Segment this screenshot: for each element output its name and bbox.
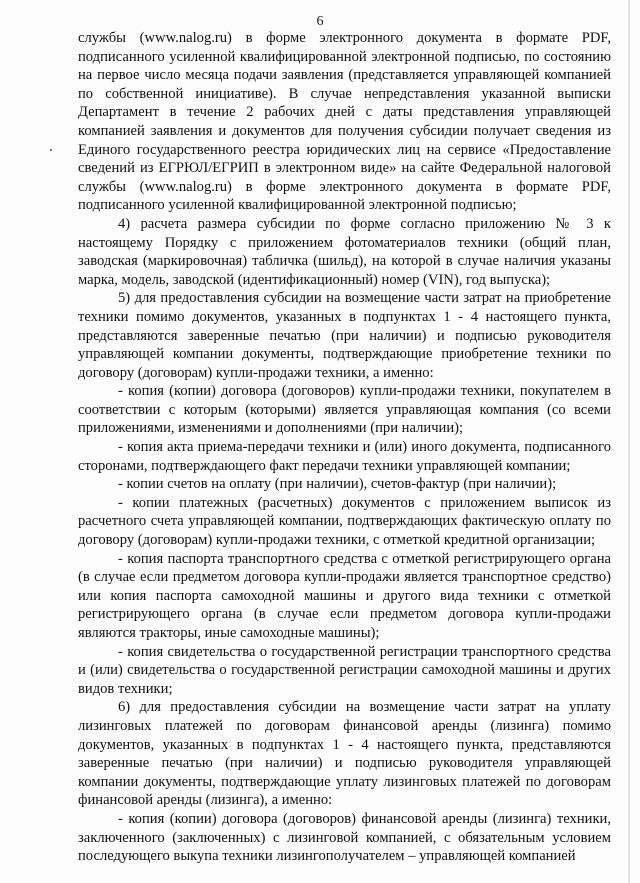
paragraph-item-4: 4) расчета размера субсидии по форме согласно приложению № 3 к настоящему Порядку с приложением фотоматериалов техники (общий план, заводская (маркировочная) табличка (шильд), на которой в случае наличия указаны марка, модель, заводской (идентификационный) номер (VIN), год выпуска); [78, 215, 611, 288]
bullet-vehicle-passport: - копия паспорта транспортного средства с отметкой регистрирующего органа (в случае если предметом договора купли-продажи является транспортное средство) или копия паспорта самоходной машины и другого вида техники с отметкой регистрирующего органа (в случае если предметом договора купли-продажи являются тракторы, иные самоходные машины); [78, 550, 611, 641]
bullet-transfer-act: - копия акта приема-передачи техники и (или) иного документа, подписанного сторонами, подтверждающего факт передачи техники управляющей компании; [78, 439, 611, 474]
paragraph-continuation: службы (www.nalog.ru) в форме электронного документа в формате PDF, подписанного усиленной квалифицированной электронной подписью, по состоянию на первое число месяца подачи заявления (представляется управляющей компанией по собственной инициативе). В случае непредставления указанной выписки Департамент в течение 2 рабочих дней с даты представления управляющей компанией заявления и документов для получения субсидии получает сведения из Единого государственного реестра юридических лиц на сервисе «Предоставление сведений из ЕГРЮЛ/ЕГРИП в электронном виде» на сайте Федеральной налоговой службы (www.nalog.ru) в форме электронного документа в формате PDF, подписанного усиленной квалифицированной электронной подписью; [78, 30, 611, 214]
scan-edge-shadow [628, 0, 630, 883]
page-number: 6 [316, 14, 324, 29]
paragraph-item-5: 5) для предоставления субсидии на возмещение части затрат на приобретение техники помимо документов, указанных в подпунктах 1 - 4 настоящего пункта, представляются заверенные печатью (при наличии) и подписью руководителя управляющей компании документы, подтверждающие приобретение техники по договору (договорам) купли-продажи техники, а именно: [78, 290, 611, 381]
bullet-sale-contract: - копия (копии) договора (договоров) купли-продажи техники, покупателем в соответствии с которым (которыми) является управляющая компания (со всеми приложениями, изменениями и дополнениями (при наличии); [78, 383, 611, 437]
paragraph-item-6: 6) для предоставления субсидии на возмещение части затрат на уплату лизинговых платежей по договорам финансовой аренды (лизинга) помимо документов, указанных в подпунктах 1 - 4 настоящего пункта, представляются заверенные печатью (при наличии) и подписью руководителя управляющей компании документы, подтверждающие уплату лизинговых платежей по договорам финансовой аренды (лизинга), а именно: [78, 699, 611, 809]
bullet-invoices: - копии счетов на оплату (при наличии), счетов-фактур (при наличии); [118, 476, 557, 493]
document-body [78, 29, 611, 866]
scan-speck [50, 149, 52, 151]
bullet-payment-docs: - копии платежных (расчетных) документов с приложением выписок из расчетного счета управляющей компании, подтверждающих фактическую оплату по договору (договорам) купли-продажи техники, с отметкой кредитной организации; [78, 494, 611, 549]
bullet-registration-certificate: - копия свидетельства о государственной регистрации транспортного средства и (или) свидетельства о государственной регистрации самоходной машины и других видов техники; [78, 643, 611, 697]
bullet-leasing-contract: - копия (копии) договора (договоров) финансовой аренды (лизинга) техники, заключенного (заключенных) с лизинговой компанией, с обязательным условием последующего выкупа техники лизингополучателем – управляющей компанией [78, 810, 611, 865]
